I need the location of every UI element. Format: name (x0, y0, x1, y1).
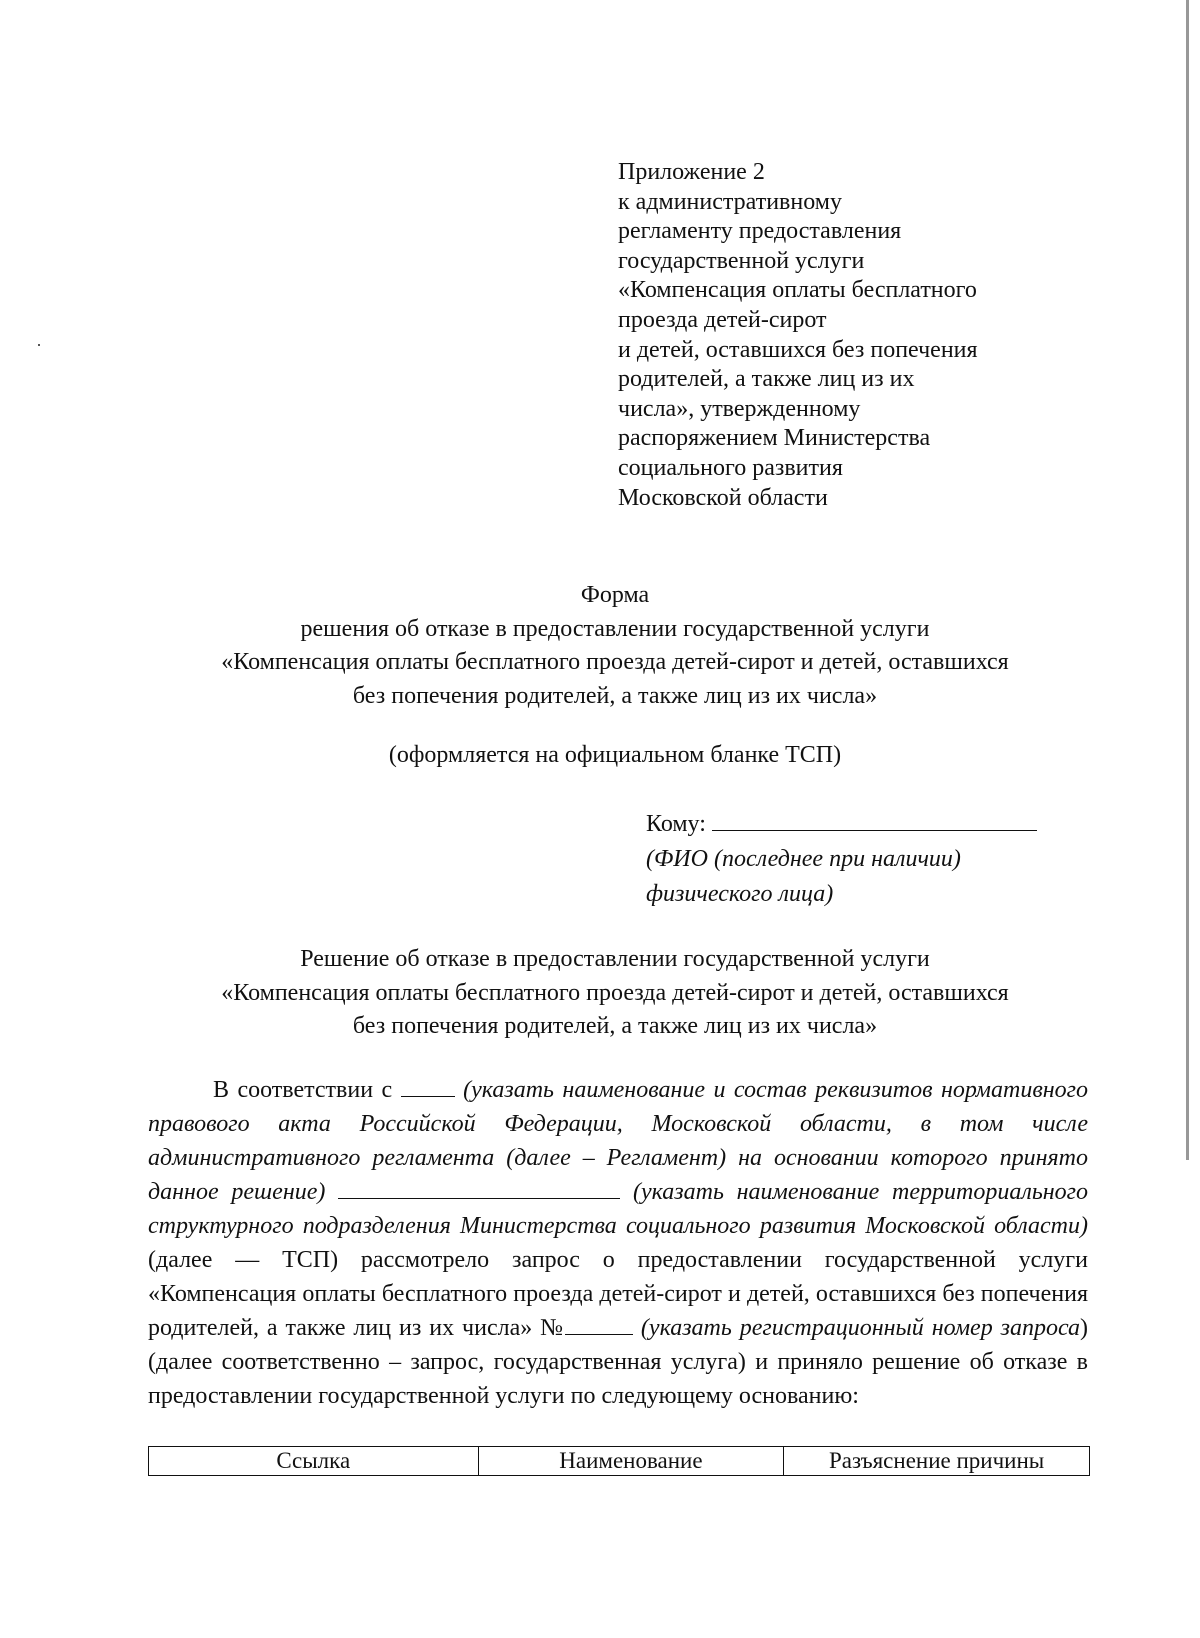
reason-table (148, 1446, 1090, 1476)
act-fill-line (401, 1076, 455, 1097)
appendix-line: регламенту предоставления (618, 218, 902, 245)
appendix-line: «Компенсация оплаты бесплатного (618, 277, 977, 304)
appendix-line: Приложение 2 (618, 159, 765, 185)
appendix-line: к административному (618, 188, 842, 215)
decision-body (148, 1073, 1088, 1413)
form-subtitle-line: «Компенсация оплаты бесплатного проезда детей-сирот и детей, оставшихся (221, 649, 1009, 675)
table-header-row (149, 1447, 1090, 1476)
decision-heading-line: Решение об отказе в предоставлении государственной услуги (300, 946, 930, 972)
scan-edge-mark (1186, 0, 1189, 1160)
appendix-line: проезда детей-сирот (618, 306, 827, 333)
decision-heading-line: «Компенсация оплаты бесплатного проезда детей-сирот и детей, оставшихся (221, 979, 1009, 1006)
addressee-block (646, 807, 1037, 912)
appendix-line: родителей, а также лиц из их (618, 366, 915, 393)
body-hint: (указать наименование территориального структурного подразделения Министерства социального развития Московской области) (148, 1179, 1089, 1239)
body-hint: (указать наименование и состав реквизитов нормативного правового акта Российской Федерации, Московской области, в том числе административного регламента (далее – Регламент) на основании которого принято данное решение) (148, 1077, 1089, 1205)
body-text-part: (далее — ТСП) рассмотрело запрос о предоставлении государственной услуги «Компенсация оплаты бесплатного проезда детей-сирот и детей, оставшихся без попечения родителей, а также лиц из их числа» № (148, 1247, 1088, 1341)
body-text-part: В соответствии с (213, 1077, 393, 1103)
table-header-cell: Разъяснение причины (784, 1447, 1090, 1476)
table-header-cell: Наименование (478, 1447, 784, 1476)
body-hint: (указать регистрационный номер запроса (640, 1315, 1081, 1341)
decision-heading-line: без попечения родителей, а также лиц из их числа» (352, 1013, 878, 1039)
decision-heading (140, 943, 1090, 1044)
form-title: Форма (580, 582, 650, 608)
appendix-line: Московской области (618, 484, 828, 511)
body-text-part: ) (далее соответственно – запрос, государственная услуга) и приняло решение об отказе в предоставлении государственной услуги по следующему основанию: (148, 1315, 1089, 1409)
tsp-fill-line (338, 1178, 620, 1199)
appendix-line: социального развития (618, 454, 843, 481)
appendix-line: государственной услуги (618, 247, 865, 274)
scan-speck (38, 344, 40, 346)
addressee-hint: (ФИО (последнее при наличии) (646, 846, 961, 872)
appendix-line: и детей, оставшихся без попечения (618, 336, 978, 363)
addressee-row (646, 807, 1037, 842)
appendix-line: числа», утвержденному (618, 395, 861, 422)
request-number-fill-line (565, 1314, 633, 1335)
addressee-hint: физического лица) (646, 881, 834, 907)
blank-note: (оформляется на официальном бланке ТСП) (388, 742, 842, 768)
table-header-cell: Ссылка (149, 1447, 479, 1476)
decision-paragraph (148, 1073, 1088, 1413)
form-subtitle-line: решения об отказе в предоставлении государственной услуги (300, 615, 930, 642)
appendix-line: распоряжением Министерства (618, 425, 931, 452)
appendix-header (618, 158, 1058, 513)
addressee-label: Кому: (646, 811, 706, 837)
addressee-fill-line (712, 808, 1037, 831)
form-subtitle-line: без попечения родителей, а также лиц из их числа» (352, 682, 878, 709)
form-heading (140, 579, 1090, 713)
